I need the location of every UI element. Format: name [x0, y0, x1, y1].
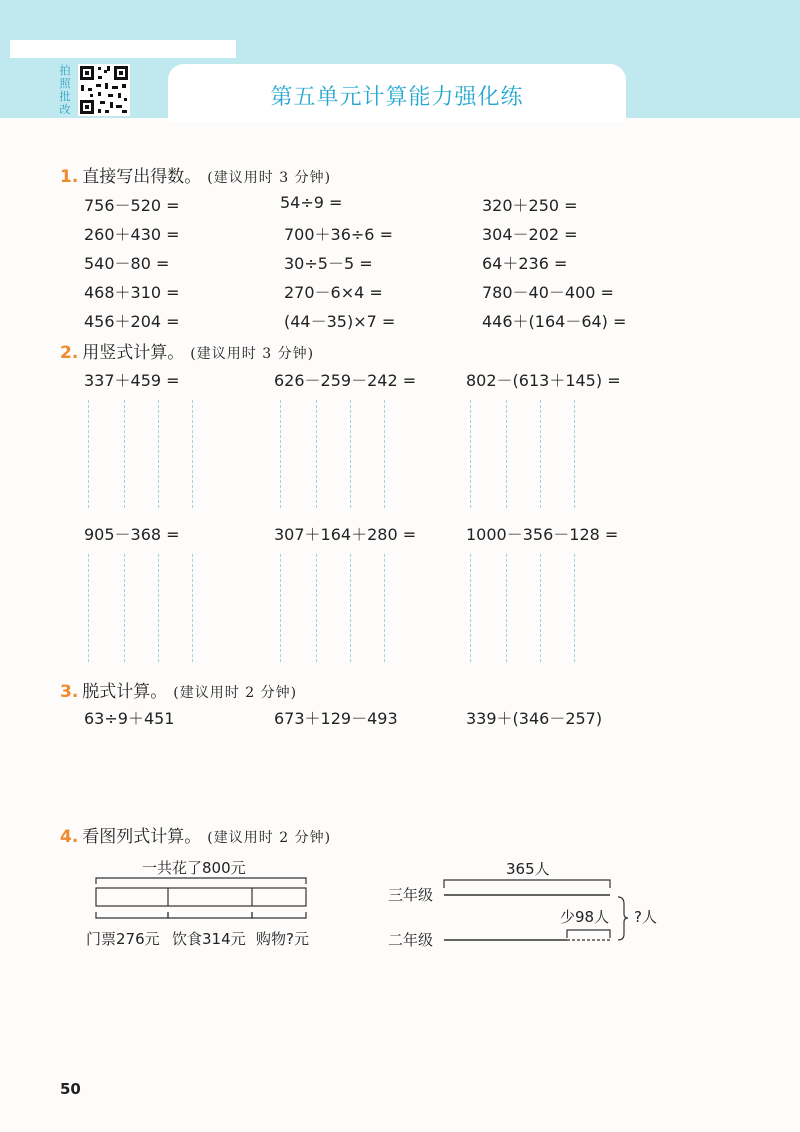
- problem: 1000－356－128 =: [466, 525, 619, 544]
- section-label: 脱式计算。: [82, 682, 168, 702]
- problem: 468＋310 =: [84, 283, 180, 302]
- problem: 673＋129－493: [274, 709, 398, 728]
- section-number: 3.: [60, 682, 79, 702]
- side-char: 批: [59, 90, 71, 103]
- problem: 320＋250 =: [482, 196, 578, 215]
- problem: 63÷9＋451: [84, 709, 175, 728]
- problem: 446＋(164－64) =: [482, 312, 627, 331]
- page-number: 50: [60, 1080, 81, 1098]
- problem: (44－35)×7 =: [284, 312, 396, 331]
- diagram-row-label: 二年级: [388, 931, 434, 949]
- side-char: 拍: [59, 64, 71, 77]
- diagram-row-label: 三年级: [388, 886, 434, 904]
- problem: 626－259－242 =: [274, 371, 417, 390]
- diagram-less-label: 少98人: [560, 908, 610, 926]
- side-char: 照: [59, 77, 71, 90]
- problem: 64＋236 =: [482, 254, 568, 273]
- diagram-top-total: 365人: [506, 860, 550, 878]
- section-hint: (建议用时 3 分钟): [190, 346, 315, 362]
- problem: 540－80 =: [84, 254, 170, 273]
- section-hint: (建议用时 3 分钟): [207, 170, 332, 186]
- problem: 780－40－400 =: [482, 283, 614, 302]
- problem: 304－202 =: [482, 225, 578, 244]
- section-hint: (建议用时 2 分钟): [207, 830, 332, 846]
- section-number: 4.: [60, 827, 79, 847]
- diagram-total-label: 一共花了800元: [142, 859, 246, 877]
- problem: 270－6×4 =: [284, 283, 383, 302]
- page-title: 第五单元计算能力强化练: [270, 85, 524, 110]
- section-number: 1.: [60, 167, 79, 187]
- problem: 802－(613＋145) =: [466, 371, 621, 390]
- problem: 905－368 =: [84, 525, 180, 544]
- section-label: 看图列式计算。: [82, 827, 202, 847]
- problem: 260＋430 =: [84, 225, 180, 244]
- diagram-question-label: ?人: [634, 908, 657, 926]
- problem: 700＋36÷6 =: [284, 225, 393, 244]
- section-hint: (建议用时 2 分钟): [173, 685, 298, 701]
- diagram-part-label: 购物?元: [256, 930, 309, 948]
- problem: 54÷9 =: [280, 193, 343, 212]
- problem: 456＋204 =: [84, 312, 180, 331]
- diagram-part-label: 饮食314元: [172, 930, 246, 948]
- problem: 30÷5－5 =: [284, 254, 373, 273]
- section-number: 2.: [60, 343, 79, 363]
- section-label: 直接写出得数。: [82, 167, 202, 187]
- section-label: 用竖式计算。: [82, 343, 185, 363]
- problem: 756－520 =: [84, 196, 180, 215]
- side-char: 改: [59, 103, 71, 116]
- problem: 307＋164＋280 =: [274, 525, 417, 544]
- problem: 339＋(346－257): [466, 709, 603, 728]
- diagram-part-label: 门票276元: [86, 930, 160, 948]
- problem: 337＋459 =: [84, 371, 180, 390]
